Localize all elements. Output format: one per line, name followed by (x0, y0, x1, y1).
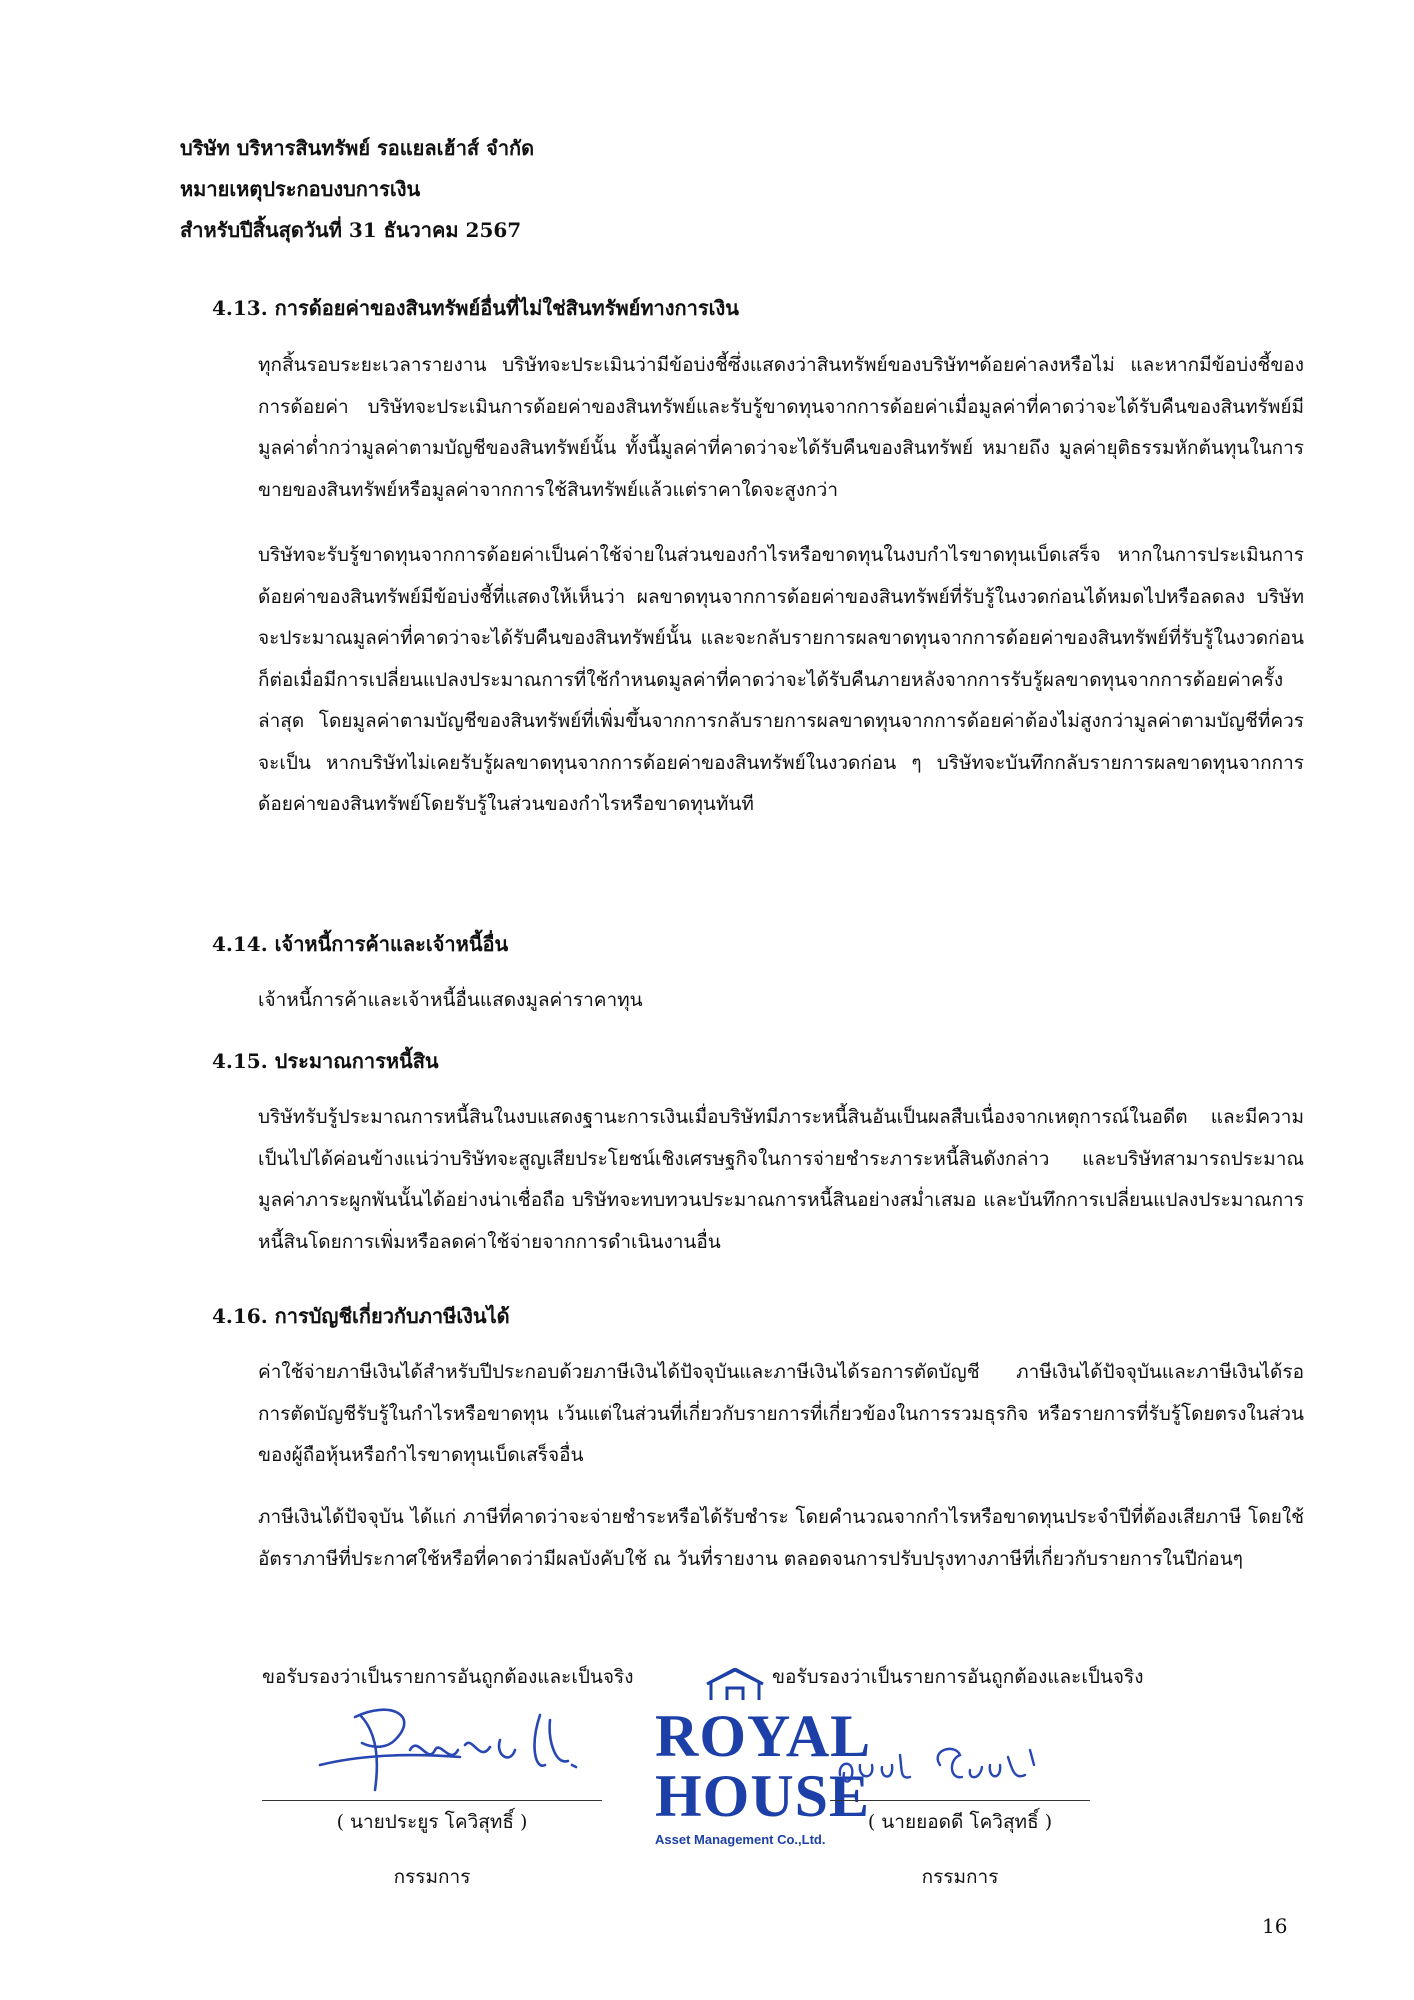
logo-subtitle: Asset Management Co.,Ltd. (655, 1832, 826, 1847)
house-emblem-icon (705, 1668, 765, 1702)
left-handwritten-signature (300, 1695, 600, 1795)
logo-word-house: HOUSE (655, 1763, 871, 1829)
section-4-13-paragraph-1: ทุกสิ้นรอบระยะเวลารายงาน บริษัทจะประเมินว่ามีข้อบ่งชี้ซึ่งแสดงว่าสินทรัพย์ของบริษัทฯด้อยค่าลงหรือไม่ และหากมีข้อบ่งชี้ของการด้อยค่า บริษัทจะประเมินการด้อยค่าของสินทรัพย์และรับรู้ขาดทุนจากการด้อยค่าเมื่อมูลค่าที่คาดว่าจะได้รับคืนของสินทรัพย์มีมูลค่าต่ำกว่ามูลค่าตามบัญชีของสินทรัพย์นั้น ทั้งนี้มูลค่าที่คาดว่าจะได้รับคืนของสินทรัพย์ หมายถึง มูลค่ายุติธรรมหักต้นทุนในการขายของสินทรัพย์หรือมูลค่าจากการใช้สินทรัพย์แล้วแต่ราคาใดจะสูงกว่า (258, 354, 1304, 501)
right-signatory-title: กรรมการ (921, 1866, 999, 1888)
notes-title: หมายเหตุประกอบงบการเงิน (180, 177, 421, 201)
left-certification: ขอรับรองว่าเป็นรายการอันถูกต้องและเป็นจริง (262, 1666, 634, 1688)
section-4-15-paragraph-1: บริษัทรับรู้ประมาณการหนี้สินในงบแสดงฐานะการเงินเมื่อบริษัทมีภาระหนี้สินอันเป็นผลสืบเนื่องจากเหตุการณ์ในอดีต และมีความเป็นไปได้ค่อนข้างแน่ว่าบริษัทจะสูญเสียประโยชน์เชิงเศรษฐกิจในการจ่ายชำระภาระหนี้สินดังกล่าว และบริษัทสามารถประมาณมูลค่าภาระผูกพันนั้นได้อย่างน่าเชื่อถือ บริษัทจะทบทวนประมาณการหนี้สินอย่างสม่ำเสมอ และบันทึกการเปลี่ยนแปลงประมาณการหนี้สินโดยการเพิ่มหรือลดค่าใช้จ่ายจากการดำเนินงานอื่น (258, 1106, 1304, 1253)
section-4-16-paragraph-1: ค่าใช้จ่ายภาษีเงินได้สำหรับปีประกอบด้วยภาษีเงินได้ปัจจุบันและภาษีเงินได้รอการตัดบัญชี ภาษีเงินได้ปัจจุบันและภาษีเงินได้รอการตัดบัญชีรับรู้ในกำไรหรือขาดทุน เว้นแต่ในส่วนที่เกี่ยวกับรายการที่เกี่ยวข้องในการรวมธุรกิจ หรือรายการที่รับรู้โดยตรงในส่วนของผู้ถือหุ้นหรือกำไรขาดทุนเบ็ดเสร็จอื่น (258, 1361, 1304, 1466)
right-handwritten-signature (830, 1735, 1080, 1799)
left-signature-line (262, 1800, 602, 1801)
section-heading-4-14: 4.14. เจ้าหนี้การค้าและเจ้าหนี้อื่น (212, 932, 509, 956)
right-certification: ขอรับรองว่าเป็นรายการอันถูกต้องและเป็นจริง (772, 1666, 1144, 1688)
section-4-16-paragraph-2: ภาษีเงินได้ปัจจุบัน ได้แก่ ภาษีที่คาดว่าจะจ่ายชำระหรือได้รับชำระ โดยคำนวณจากกำไรหรือขาดทุนประจำปีที่ต้องเสียภาษี โดยใช้อัตราภาษีที่ประกาศใช้หรือที่คาดว่ามีผลบังคับใช้ ณ วันที่รายงาน ตลอดจนการปรับปรุงทางภาษีที่เกี่ยวกับรายการในปีก่อนๆ (258, 1506, 1304, 1570)
section-heading-4-13: 4.13. การด้อยค่าของสินทรัพย์อื่นที่ไม่ใช่สินทรัพย์ทางการเงิน (212, 296, 739, 320)
section-heading-4-16: 4.16. การบัญชีเกี่ยวกับภาษีเงินได้ (212, 1304, 510, 1328)
document-header (180, 128, 534, 251)
page-number: 16 (1262, 1914, 1288, 1938)
section-4-13-paragraph-2: บริษัทจะรับรู้ขาดทุนจากการด้อยค่าเป็นค่าใช้จ่ายในส่วนของกำไรหรือขาดทุนในงบกำไรขาดทุนเบ็ดเสร็จ หากในการประเมินการด้อยค่าของสินทรัพย์มีข้อบ่งชี้ที่แสดงให้เห็นว่า ผลขาดทุนจากการด้อยค่าของสินทรัพย์ที่รับรู้ในงวดก่อนได้หมดไปหรือลดลง บริษัทจะประมาณมูลค่าที่คาดว่าจะได้รับคืนของสินทรัพย์นั้น และจะกลับรายการผลขาดทุนจากการด้อยค่าของสินทรัพย์ที่รับรู้ในงวดก่อนก็ต่อเมื่อมีการเปลี่ยนแปลงประมาณการที่ใช้กำหนดมูลค่าที่คาดว่าจะได้รับคืนภายหลังจากการรับรู้ผลขาดทุนจากการด้อยค่าครั้งล่าสุด โดยมูลค่าตามบัญชีของสินทรัพย์ที่เพิ่มขึ้นจากการกลับรายการผลขาดทุนจากการด้อยค่าต้องไม่สูงกว่ามูลค่าตามบัญชีที่ควรจะเป็น หากบริษัทไม่เคยรับรู้ผลขาดทุนจากการด้อยค่าของสินทรัพย์ในงวดก่อน ๆ บริษัทจะบันทึกกลับรายการผลขาดทุนจากการด้อยค่าของสินทรัพย์โดยรับรู้ในส่วนของกำไรหรือขาดทุนทันที (258, 544, 1304, 815)
right-signatory-name: ( นายยอดดี โควิสุทธิ์ ) (867, 1811, 1053, 1833)
logo-word-royal: ROYAL (655, 1703, 872, 1769)
company-logo (655, 1668, 872, 1878)
left-signatory-title: กรรมการ (393, 1866, 471, 1888)
company-name: บริษัท บริหารสินทรัพย์ รอแยลเฮ้าส์ จำกัด (180, 136, 535, 160)
right-signature-line (830, 1800, 1090, 1801)
reporting-period: สำหรับปีสิ้นสุดวันที่ 31 ธันวาคม 2567 (180, 218, 522, 242)
section-heading-4-15: 4.15. ประมาณการหนี้สิน (212, 1049, 439, 1073)
left-signatory-name: ( นายประยูร โควิสุทธิ์ ) (336, 1811, 528, 1833)
section-4-14-paragraph-1: เจ้าหนี้การค้าและเจ้าหนี้อื่นแสดงมูลค่าราคาทุน (258, 989, 643, 1011)
